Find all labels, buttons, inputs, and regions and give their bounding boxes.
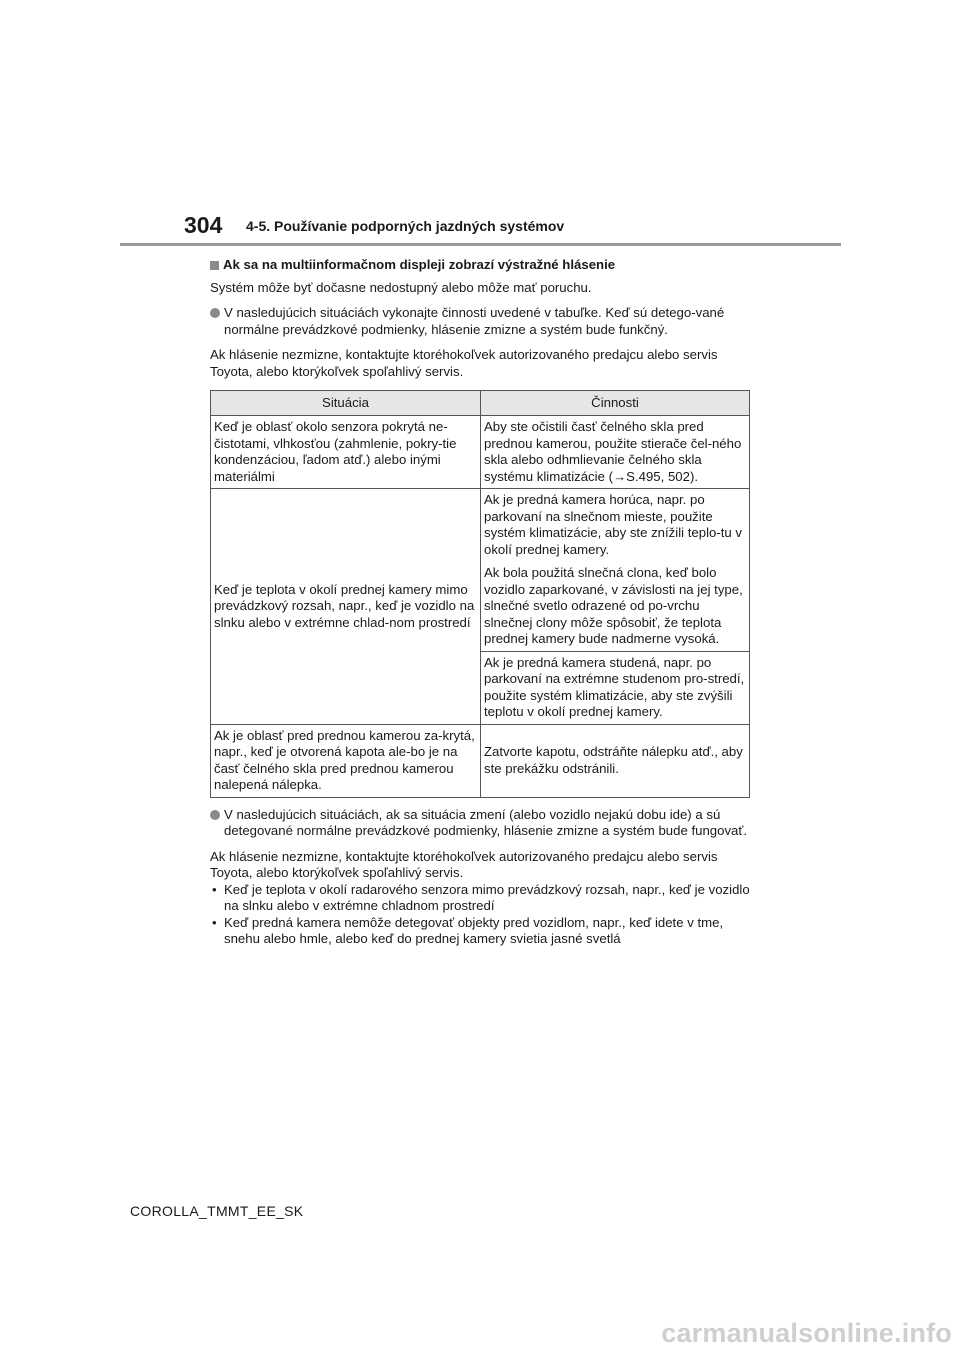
circle-bullet-icon bbox=[210, 308, 220, 318]
contact-paragraph-2: Ak hlásenie nezmizne, kontaktujte ktoréhokoľvek autorizovaného predajcu alebo servis Toyota, alebo ktorýkoľvek spoľahlivý servis. bbox=[210, 848, 718, 880]
square-bullet-icon bbox=[210, 261, 219, 270]
intro-paragraph: Systém môže byť dočasne nedostupný alebo môže mať poruchu. bbox=[210, 279, 592, 295]
table-header-row bbox=[211, 391, 750, 416]
circle-bullet-icon bbox=[210, 810, 220, 820]
table-row bbox=[211, 489, 750, 652]
chapter-title: 4-5. Používanie podporných jazdných systémov bbox=[246, 218, 565, 234]
actions-cell bbox=[481, 724, 750, 797]
situation-cell: Ak je oblasť pred prednou kamerou za-krytá, napr., keď je otvorená kapota ale-bo je na časť čelného skla pred prednou kamerou nalepená nálepka. bbox=[211, 724, 481, 797]
action-text: Ak je predná kamera horúca, napr. po parkovaní na slnečnom mieste, použite systém klimatizácie, aby ste znížili teplo-tu v okolí prednej kamery. bbox=[484, 492, 742, 557]
section-heading bbox=[210, 257, 755, 274]
site-watermark[interactable]: carmanualsonline.info bbox=[661, 1318, 952, 1348]
action-text: Zatvorte kapotu, odstráňte nálepku atď., aby ste prekážku odstránili. bbox=[484, 744, 743, 776]
list-item-text: Keď je teplota v okolí radarového senzora mimo prevádzkový rozsah, napr., keď je vozidlo na slnku alebo v extrémne chladnom prostredí bbox=[224, 881, 750, 913]
actions-cell bbox=[481, 651, 750, 724]
action-text: Ak bola použitá slnečná clona, keď bolo vozidlo zaparkované, v závislosti na jej type, slnečné svetlo odrazené od po-vrchu slnečnej clony môže spôsobiť, že teplota prednej kamery bude nadmerne vysoká. bbox=[484, 565, 743, 646]
header-situation: Situácia bbox=[211, 391, 481, 416]
table-row bbox=[211, 724, 750, 797]
actions-cell bbox=[481, 416, 750, 489]
bullet-item-2-text: V nasledujúcich situáciách, ak sa situácia zmení (alebo vozidlo nejakú dobu ide) a sú detegované normálne prevádzkové podmienky, hlásenie zmizne a systém bude fungovať. bbox=[224, 806, 747, 838]
list-item bbox=[210, 915, 755, 948]
situation-cell: Keď je oblasť okolo senzora pokrytá ne-čistotami, vlhkosťou (zahmlenie, pokry-tie kondenzáciou, ľadom atď.) alebo inými materiálmi bbox=[211, 416, 481, 489]
actions-cell bbox=[481, 489, 750, 652]
situation-table bbox=[210, 390, 750, 798]
page-number: 304 bbox=[184, 212, 223, 238]
situation-cell: Keď je teplota v okolí prednej kamery mimo prevádzkový rozsah, napr., keď je vozidlo na slnku alebo v extrémne chlad-nom prostredí bbox=[211, 489, 481, 725]
bullet-item-2 bbox=[210, 807, 755, 840]
list-marker: • bbox=[212, 881, 217, 897]
list-item-text: Keď predná kamera nemôže detegovať objekty pred vozidlom, napr., keď idete v tme, snehu alebo hmle, alebo keď do prednej kamery svietia jasné svetlá bbox=[224, 914, 724, 946]
page-content bbox=[210, 257, 755, 948]
header-divider bbox=[120, 243, 841, 246]
list-marker: • bbox=[212, 914, 217, 930]
bullet-item-1 bbox=[210, 305, 755, 338]
list-item bbox=[210, 882, 755, 915]
table-row bbox=[211, 416, 750, 489]
bullet-item-1-text: V nasledujúcich situáciách vykonajte činnosti uvedené v tabuľke. Keď sú detego-vané normálne prevádzkové podmienky, hlásenie zmizne a systém bude funkčný. bbox=[224, 305, 725, 337]
header-actions: Činnosti bbox=[481, 391, 750, 416]
action-text: Ak je predná kamera studená, napr. po parkovaní na extrémne studenom pro-stredí, použite systém klimatizácie, aby ste zvýšili teplotu v okolí prednej kamery. bbox=[484, 654, 745, 719]
action-text: Aby ste očistili časť čelného skla pred prednou kamerou, použite stierače čel-ného skla alebo odhmlievanie čelného skla systému klimatizácie (→S.495, 502). bbox=[484, 419, 742, 484]
document-code: COROLLA_TMMT_EE_SK bbox=[130, 1203, 304, 1219]
section-heading-text: Ak sa na multiinformačnom displeji zobrazí výstražné hlásenie bbox=[223, 257, 616, 272]
contact-paragraph-1: Ak hlásenie nezmizne, kontaktujte ktoréhokoľvek autorizovaného predajcu alebo servis Toyota, alebo ktorýkoľvek spoľahlivý servis. bbox=[210, 347, 718, 379]
